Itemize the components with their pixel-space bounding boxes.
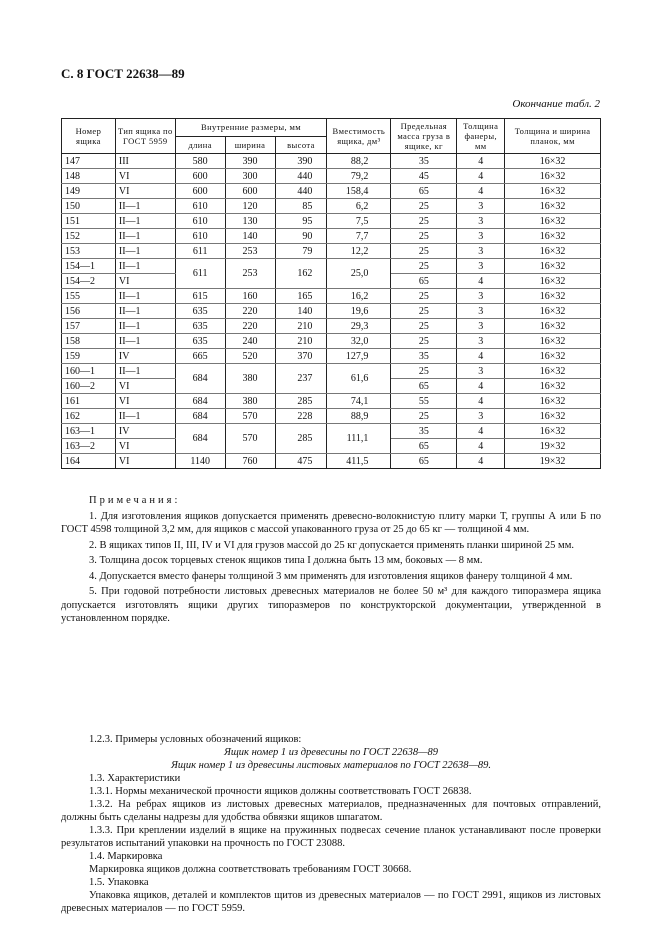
table-cell: 475 [275, 454, 327, 469]
table-cell: 16×32 [505, 154, 601, 169]
table-cell: 79,2 [327, 169, 391, 184]
table-cell: 19,6 [327, 304, 391, 319]
section-1-5-heading: 1.5. Упаковка [89, 877, 149, 888]
section-1-3-heading: 1.3. Характеристики [89, 773, 181, 784]
table-cell: 35 [391, 349, 457, 364]
table-cell: II—1 [115, 319, 175, 334]
table-row [62, 319, 601, 334]
table-cell: 160—2 [62, 379, 116, 394]
table-cell: 4 [457, 349, 505, 364]
table-cell: 25 [391, 289, 457, 304]
table-cell: 25 [391, 244, 457, 259]
table-cell: 3 [457, 289, 505, 304]
table-cell: 610 [175, 229, 225, 244]
table-cell: 4 [457, 274, 505, 289]
table-cell: 570 [225, 409, 275, 424]
table-cell: 411,5 [327, 454, 391, 469]
table-row [62, 169, 601, 184]
table-row [62, 334, 601, 349]
table-cell: 85 [275, 199, 327, 214]
table-cell: IV [115, 424, 175, 439]
table-cell: 25 [391, 319, 457, 334]
table-cell: 162 [62, 409, 116, 424]
table-cell: 154—1 [62, 259, 116, 274]
table-cell: VI [115, 394, 175, 409]
table-cell: 4 [457, 394, 505, 409]
table-cell: 3 [457, 214, 505, 229]
table-cell: III [115, 154, 175, 169]
table-cell: 760 [225, 454, 275, 469]
table-cell: 153 [62, 244, 116, 259]
table-cell: 16×32 [505, 304, 601, 319]
table-cell: 25,0 [327, 259, 391, 289]
table-cell: II—1 [115, 244, 175, 259]
table-cell: 16×32 [505, 319, 601, 334]
table-cell: 16×32 [505, 184, 601, 199]
table-row [62, 184, 601, 199]
table-cell: 32,0 [327, 334, 391, 349]
table-cell: 380 [225, 364, 275, 394]
table-cell: 16×32 [505, 274, 601, 289]
table-cell: 635 [175, 304, 225, 319]
table-cell: 4 [457, 454, 505, 469]
table-cell: 210 [275, 334, 327, 349]
table-cell: 120 [225, 199, 275, 214]
table-row [62, 424, 601, 439]
note-2: 2. В ящиках типов II, III, IV и VI для грузов массой до 25 кг допускается применять планки шириной 25 мм. [89, 539, 574, 551]
table-cell: 140 [225, 229, 275, 244]
table-cell: 162 [275, 259, 327, 289]
table-cell: 684 [175, 409, 225, 424]
table-cell: 4 [457, 424, 505, 439]
table-cell: 610 [175, 214, 225, 229]
col-height-header: высота [275, 136, 327, 154]
table-cell: VI [115, 274, 175, 289]
section-1-3-2: 1.3.2. На ребрах ящиков из листовых древесных материалов, предназначенных для почтовых отправлений, должны быть сделаны надрезы для удобства обвязки ящиков шпагатом. [61, 799, 601, 823]
table-cell: 111,1 [327, 424, 391, 454]
table-cell: 610 [175, 199, 225, 214]
section-1-4-text: Маркировка ящиков должна соответствовать требованиям ГОСТ 30668. [89, 864, 412, 875]
table-cell: 25 [391, 199, 457, 214]
table-cell: 615 [175, 289, 225, 304]
table-cell: 3 [457, 229, 505, 244]
table-cell: 380 [225, 394, 275, 409]
table-cell: IV [115, 349, 175, 364]
table-cell: 29,3 [327, 319, 391, 334]
table-cell: 635 [175, 334, 225, 349]
table-cell: 570 [225, 424, 275, 454]
table-cell: VI [115, 169, 175, 184]
table-cell: 90 [275, 229, 327, 244]
table-cell: 16×32 [505, 349, 601, 364]
table-cell: 7,7 [327, 229, 391, 244]
table-cell: II—1 [115, 304, 175, 319]
table-cell: 228 [275, 409, 327, 424]
col-plank-header: Толщина и ширина планок, мм [505, 119, 601, 154]
table-cell: II—1 [115, 409, 175, 424]
note-5: 5. При годовой потребности листовых древесных материалов не более 50 м³ для каждого типоразмера ящика допускается изготовлять ящики других типоразмеров по конструкторской документации, утвержденной в установленном порядке. [61, 586, 601, 624]
table-cell: 16×32 [505, 379, 601, 394]
table-cell: 370 [275, 349, 327, 364]
table-cell: 3 [457, 199, 505, 214]
table-cell: 160 [225, 289, 275, 304]
table-cell: 158 [62, 334, 116, 349]
table-cell: 7,5 [327, 214, 391, 229]
table-continuation-label: Окончание табл. 2 [512, 98, 600, 110]
table-cell: 253 [225, 244, 275, 259]
table-cell: 600 [175, 169, 225, 184]
table-cell: 158,4 [327, 184, 391, 199]
table-row [62, 454, 601, 469]
col-volume-header: Вместимость ящика, дм³ [327, 119, 391, 154]
table-cell: 4 [457, 379, 505, 394]
table-cell: 16×32 [505, 334, 601, 349]
table-cell: 79 [275, 244, 327, 259]
note-1: 1. Для изготовления ящиков допускается применять древесно-волокнистую плиту марки Т, группы А или Б по ГОСТ 4598 толщиной 3,2 мм, для ящиков с массой упакованного груза от 25 до 65 кг — толщиной 4 мм. [61, 510, 601, 535]
table-cell: 45 [391, 169, 457, 184]
table-cell: 65 [391, 454, 457, 469]
table-cell: VI [115, 454, 175, 469]
table-cell: 65 [391, 439, 457, 454]
table-cell: 55 [391, 394, 457, 409]
table-cell: 160—1 [62, 364, 116, 379]
table-cell: 684 [175, 364, 225, 394]
table-cell: 161 [62, 394, 116, 409]
table-cell: II—1 [115, 289, 175, 304]
table-cell: 25 [391, 364, 457, 379]
table-cell: 16×32 [505, 364, 601, 379]
table-cell: II—1 [115, 364, 175, 379]
section-1-4-heading: 1.4. Маркировка [89, 851, 163, 862]
table-cell: VI [115, 439, 175, 454]
table-cell: 1140 [175, 454, 225, 469]
table-cell: 156 [62, 304, 116, 319]
table-cell: 16×32 [505, 394, 601, 409]
table-cell: 16×32 [505, 424, 601, 439]
table-cell: 390 [225, 154, 275, 169]
table-cell: 88,2 [327, 154, 391, 169]
table-row [62, 289, 601, 304]
table-row [62, 364, 601, 379]
table-row [62, 214, 601, 229]
table-row [62, 394, 601, 409]
table-cell: 665 [175, 349, 225, 364]
table-cell: 65 [391, 379, 457, 394]
table-cell: 285 [275, 394, 327, 409]
page-header: С. 8 ГОСТ 22638—89 [61, 66, 185, 81]
table-cell: 4 [457, 169, 505, 184]
table-cell: 16×32 [505, 199, 601, 214]
table-cell: 16,2 [327, 289, 391, 304]
table-cell: 3 [457, 244, 505, 259]
table-cell: 130 [225, 214, 275, 229]
table-cell: VI [115, 379, 175, 394]
table-row [62, 154, 601, 169]
table-cell: 3 [457, 364, 505, 379]
section-1-3-3: 1.3.3. При креплении изделий в ящике на пружинных подвесах сечение планок устанавливают после проверки результатов испытаний упаковки на прочность по ГОСТ 23088. [61, 825, 601, 849]
table-cell: II—1 [115, 214, 175, 229]
col-width-header: ширина [225, 136, 275, 154]
table-cell: 684 [175, 394, 225, 409]
table-cell: 635 [175, 319, 225, 334]
table-cell: 163—2 [62, 439, 116, 454]
table-cell: 88,9 [327, 409, 391, 424]
table-cell: 19×32 [505, 439, 601, 454]
table-cell: 16×32 [505, 169, 601, 184]
table-cell: 127,9 [327, 349, 391, 364]
table-cell: II—1 [115, 334, 175, 349]
table-cell: 3 [457, 334, 505, 349]
table-cell: 390 [275, 154, 327, 169]
table-cell: 151 [62, 214, 116, 229]
example-2: Ящик номер 1 из древесины листовых материалов по ГОСТ 22638—89. [171, 760, 491, 771]
table-cell: 25 [391, 409, 457, 424]
col-number-header: Номер ящика [62, 119, 116, 154]
table-cell: 65 [391, 184, 457, 199]
table-cell: 220 [225, 304, 275, 319]
table-cell: 3 [457, 304, 505, 319]
table-cell: 3 [457, 319, 505, 334]
col-type-header: Тип ящика по ГОСТ 5959 [115, 119, 175, 154]
table-cell: 140 [275, 304, 327, 319]
table-cell: 95 [275, 214, 327, 229]
table-row [62, 229, 601, 244]
table-cell: II—1 [115, 199, 175, 214]
table-cell: 220 [225, 319, 275, 334]
table-cell: 157 [62, 319, 116, 334]
table-cell: 16×32 [505, 289, 601, 304]
col-length-header: длина [175, 136, 225, 154]
table-row [62, 259, 601, 274]
section-1-2-3: 1.2.3. Примеры условных обозначений ящиков: [89, 734, 302, 745]
table-cell: 154—2 [62, 274, 116, 289]
table-cell: 163—1 [62, 424, 116, 439]
table-cell: 61,6 [327, 364, 391, 394]
table-cell: 25 [391, 334, 457, 349]
notes-title: Примечания: [89, 495, 181, 506]
table-cell: 6,2 [327, 199, 391, 214]
table-cell: 520 [225, 349, 275, 364]
table-cell: 237 [275, 364, 327, 394]
table-cell: 25 [391, 229, 457, 244]
table-cell: 164 [62, 454, 116, 469]
note-3: 3. Толщина досок торцевых стенок ящиков типа I должна быть 13 мм, боковых — 8 мм. [89, 555, 483, 566]
table-cell: VI [115, 184, 175, 199]
boxes-table [61, 118, 601, 469]
body-text [61, 733, 601, 915]
table-cell: 19×32 [505, 454, 601, 469]
table-cell: 611 [175, 244, 225, 259]
table-cell: 285 [275, 424, 327, 454]
col-mass-header: Предельная масса груза в ящике, кг [391, 119, 457, 154]
table-cell: 12,2 [327, 244, 391, 259]
table-cell: 155 [62, 289, 116, 304]
table-cell: 3 [457, 409, 505, 424]
table-cell: 611 [175, 259, 225, 289]
table-cell: 74,1 [327, 394, 391, 409]
table-cell: 16×32 [505, 244, 601, 259]
table-cell: 16×32 [505, 229, 601, 244]
table-cell: 253 [225, 259, 275, 289]
table-cell: 4 [457, 439, 505, 454]
table-row [62, 349, 601, 364]
table-cell: 25 [391, 304, 457, 319]
table-row [62, 304, 601, 319]
table-cell: 684 [175, 424, 225, 454]
table-cell: 4 [457, 184, 505, 199]
table-cell: 165 [275, 289, 327, 304]
table-cell: 149 [62, 184, 116, 199]
table-cell: 580 [175, 154, 225, 169]
table-cell: 147 [62, 154, 116, 169]
table-cell: 35 [391, 154, 457, 169]
section-1-3-1: 1.3.1. Нормы механической прочности ящиков должны соответствовать ГОСТ 26838. [89, 786, 472, 797]
col-inner-dimensions-header: Внутренние размеры, мм [175, 119, 327, 137]
table-cell: 3 [457, 259, 505, 274]
example-1: Ящик номер 1 из древесины по ГОСТ 22638—89 [223, 747, 438, 758]
table-cell: 159 [62, 349, 116, 364]
table-cell: 16×32 [505, 259, 601, 274]
table-cell: 148 [62, 169, 116, 184]
table-cell: 150 [62, 199, 116, 214]
table-row [62, 199, 601, 214]
table-row [62, 409, 601, 424]
table-cell: 300 [225, 169, 275, 184]
table-cell: 210 [275, 319, 327, 334]
section-1-5-text: Упаковка ящиков, деталей и комплектов щитов из древесных материалов — по ГОСТ 2991, ящиков из листовых древесных материалов — по ГОСТ 5959. [61, 890, 601, 914]
table-cell: 25 [391, 259, 457, 274]
notes-section [61, 494, 601, 628]
table-cell: 240 [225, 334, 275, 349]
table-cell: 16×32 [505, 409, 601, 424]
table-cell: 152 [62, 229, 116, 244]
table-cell: 440 [275, 184, 327, 199]
table-cell: 65 [391, 274, 457, 289]
col-plywood-header: Толщина фанеры, мм [457, 119, 505, 154]
table-cell: II—1 [115, 259, 175, 274]
table-cell: 600 [225, 184, 275, 199]
table-cell: 600 [175, 184, 225, 199]
note-4: 4. Допускается вместо фанеры толщиной 3 мм применять для изготовления ящиков фанеру толщиной 4 мм. [89, 570, 573, 582]
table-cell: 4 [457, 154, 505, 169]
table-cell: 16×32 [505, 214, 601, 229]
table-cell: 35 [391, 424, 457, 439]
table-cell: 440 [275, 169, 327, 184]
table-cell: II—1 [115, 229, 175, 244]
table-row [62, 244, 601, 259]
table-cell: 25 [391, 214, 457, 229]
